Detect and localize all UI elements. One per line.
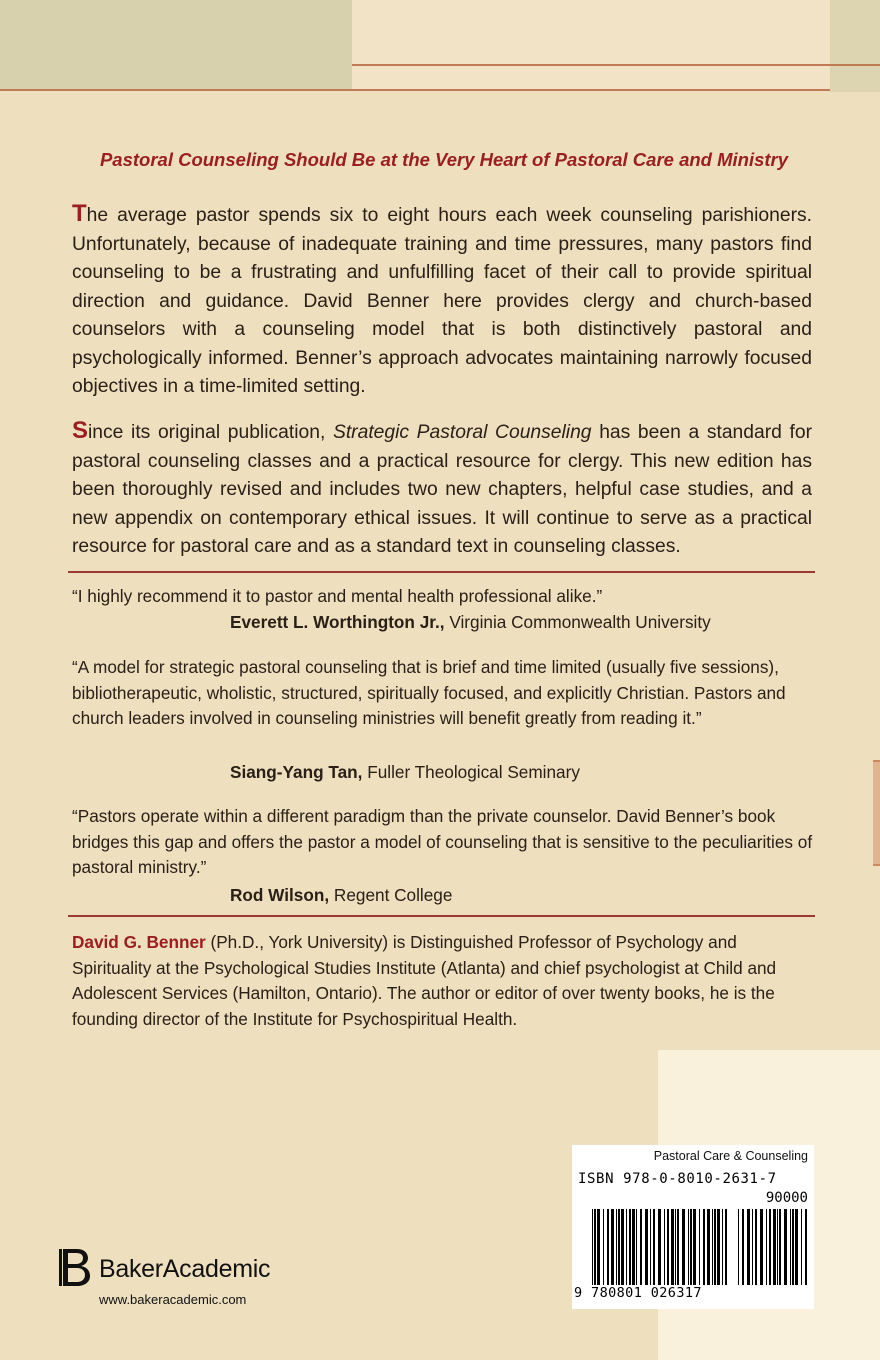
barcode-bar bbox=[677, 1209, 679, 1285]
description-paragraph-1 bbox=[72, 200, 812, 402]
endorsement-quote-2: “A model for strategic pastoral counseling that is brief and time limited (usually five sessions), bibliotherapeutic, wholistic, structured, spiritually focused, and explicitly Christian. Pastors and church leaders involved in counseling ministries will benefit greatly from reading it.” bbox=[72, 657, 786, 728]
barcode-bar bbox=[667, 1209, 669, 1285]
endorsement-attribution-3 bbox=[230, 885, 452, 906]
barcode-bar bbox=[805, 1209, 807, 1285]
endorsement-attribution-2 bbox=[230, 762, 580, 783]
barcode-bar bbox=[594, 1209, 596, 1285]
endorser-affiliation: Regent College bbox=[329, 885, 453, 905]
barcode-bar bbox=[738, 1209, 739, 1285]
endorser-affiliation: Virginia Commonwealth University bbox=[444, 612, 711, 632]
barcode-bar bbox=[777, 1209, 778, 1285]
publisher-name: BakerAcademic bbox=[99, 1255, 271, 1283]
barcode-bar bbox=[597, 1209, 600, 1285]
barcode-bar bbox=[636, 1209, 637, 1285]
barcode-bar bbox=[722, 1209, 723, 1285]
barcode-bar bbox=[717, 1209, 720, 1285]
barcode-bar bbox=[632, 1209, 635, 1285]
decorative-rule-lower bbox=[0, 89, 830, 91]
barcode-bar bbox=[703, 1209, 705, 1285]
paragraph-text: ince its original publication, bbox=[88, 422, 333, 443]
barcode-bar bbox=[618, 1209, 620, 1285]
book-title: Strategic Pastoral Counseling bbox=[332, 422, 592, 443]
barcode-bar bbox=[792, 1209, 794, 1285]
barcode-bar bbox=[671, 1209, 674, 1285]
endorsement-attribution-1 bbox=[230, 612, 711, 633]
endorsement-quote-3: “Pastors operate within a different paradigm than the private counselor. David Benner’s book bridges this gap and offers the pastor a model of counseling that is sensitive to the peculiarities of pastoral ministry.” bbox=[72, 806, 813, 877]
barcode-bar bbox=[752, 1209, 753, 1285]
barcode-bar bbox=[592, 1209, 593, 1285]
endorser-name: Everett L. Worthington Jr., bbox=[230, 612, 445, 632]
barcode-bar bbox=[699, 1209, 700, 1285]
barcode-bar bbox=[747, 1209, 750, 1285]
publisher-url[interactable]: www.bakeracademic.com bbox=[99, 1292, 247, 1307]
barcode-bar bbox=[766, 1209, 767, 1285]
publisher-logo bbox=[57, 1245, 327, 1285]
ean-barcode bbox=[592, 1209, 728, 1285]
barcode-bar bbox=[653, 1209, 655, 1285]
author-bio-text: (Ph.D., York University) is Distinguished Professor of Psychology and Spirituality at the Psychological Studies Institute (Atlanta) and chief psychologist at Child and Adolescent Services (Hamilton, Ontario). The author or editor of over twenty books, he is the founding director of the Institute for Psychospiritual Health. bbox=[72, 932, 777, 1029]
barcode-bar bbox=[664, 1209, 665, 1285]
barcode-bar bbox=[742, 1209, 744, 1285]
barcode-bar bbox=[616, 1209, 617, 1285]
baker-b-icon bbox=[57, 1245, 93, 1289]
barcode-bar bbox=[611, 1209, 614, 1285]
description-paragraph-2 bbox=[72, 417, 812, 562]
barcode-bar bbox=[714, 1209, 716, 1285]
barcode-bar bbox=[693, 1209, 696, 1285]
drop-cap: T bbox=[72, 200, 87, 227]
decorative-rule-upper bbox=[352, 64, 880, 66]
barcode-bar bbox=[712, 1209, 713, 1285]
barcode-bar bbox=[658, 1209, 661, 1285]
barcode-bar bbox=[725, 1209, 727, 1285]
barcode-bar bbox=[773, 1209, 776, 1285]
author-name: David G. Benner bbox=[72, 932, 206, 952]
barcode-bar bbox=[755, 1209, 757, 1285]
drop-cap: S bbox=[72, 417, 89, 444]
price-code: 90000 bbox=[765, 1190, 808, 1206]
edge-tab bbox=[873, 760, 880, 866]
barcode-bar bbox=[769, 1209, 771, 1285]
top-band-middle bbox=[352, 0, 830, 90]
endorser-affiliation: Fuller Theological Seminary bbox=[362, 762, 580, 782]
barcode-panel bbox=[572, 1145, 814, 1309]
barcode-bar bbox=[640, 1209, 642, 1285]
category-label: Pastoral Care & Counseling bbox=[653, 1149, 808, 1163]
divider-bottom bbox=[68, 915, 815, 917]
paragraph-text: has been a standard for pastoral counseling classes and a practical resource for clergy. This new edition has been thoroughly revised and includes two new chapters, helpful case studies, and a new appendix on contemporary ethical issues. It will continue to serve as a practical resource for pastoral care and as a standard text in counseling classes. bbox=[72, 422, 812, 557]
ean-digits: 9 780801 026317 bbox=[574, 1285, 702, 1301]
isbn-number: ISBN 978-0-8010-2631-7 bbox=[578, 1171, 777, 1187]
headline: Pastoral Counseling Should Be at the Very Heart of Pastoral Care and Ministry bbox=[99, 149, 789, 170]
barcode-bar bbox=[707, 1209, 710, 1285]
barcode-bar bbox=[650, 1209, 651, 1285]
top-band-right bbox=[830, 0, 880, 92]
barcode-bar bbox=[690, 1209, 692, 1285]
endorser-name: Siang-Yang Tan, bbox=[230, 762, 363, 782]
endorser-name: Rod Wilson, bbox=[230, 885, 330, 905]
price-barcode bbox=[738, 1209, 808, 1285]
barcode-bar bbox=[790, 1209, 791, 1285]
barcode-bar bbox=[784, 1209, 787, 1285]
barcode-bar bbox=[629, 1209, 631, 1285]
barcode-bar bbox=[607, 1209, 609, 1285]
divider-top bbox=[68, 571, 815, 573]
barcode-bar bbox=[779, 1209, 781, 1285]
barcode-bar bbox=[760, 1209, 763, 1285]
barcode-bar bbox=[626, 1209, 627, 1285]
barcode-bar bbox=[795, 1209, 798, 1285]
top-band-left bbox=[0, 0, 352, 90]
barcode-bar bbox=[675, 1209, 676, 1285]
barcode-bar bbox=[682, 1209, 685, 1285]
endorsement-quote-1: “I highly recommend it to pastor and mental health professional alike.” bbox=[72, 586, 603, 606]
paragraph-text: he average pastor spends six to eight hours each week counseling parishioners. Unfortunately, because of inadequate training and time pressures, many pastors find counseling to be a frustrating and unfulfilling facet of their call to provide spiritual direction and guidance. David Benner here provides clergy and church-based counselors with a counseling model that is both distinctively pastoral and psychologically informed. Benner’s approach advocates maintaining narrowly focused objectives in a time-limited setting. bbox=[72, 205, 812, 397]
barcode-bar bbox=[801, 1209, 802, 1285]
barcode-bar bbox=[688, 1209, 689, 1285]
barcode-bar bbox=[621, 1209, 624, 1285]
barcode-bar bbox=[603, 1209, 604, 1285]
author-bio bbox=[72, 930, 817, 1032]
barcode-bar bbox=[645, 1209, 648, 1285]
